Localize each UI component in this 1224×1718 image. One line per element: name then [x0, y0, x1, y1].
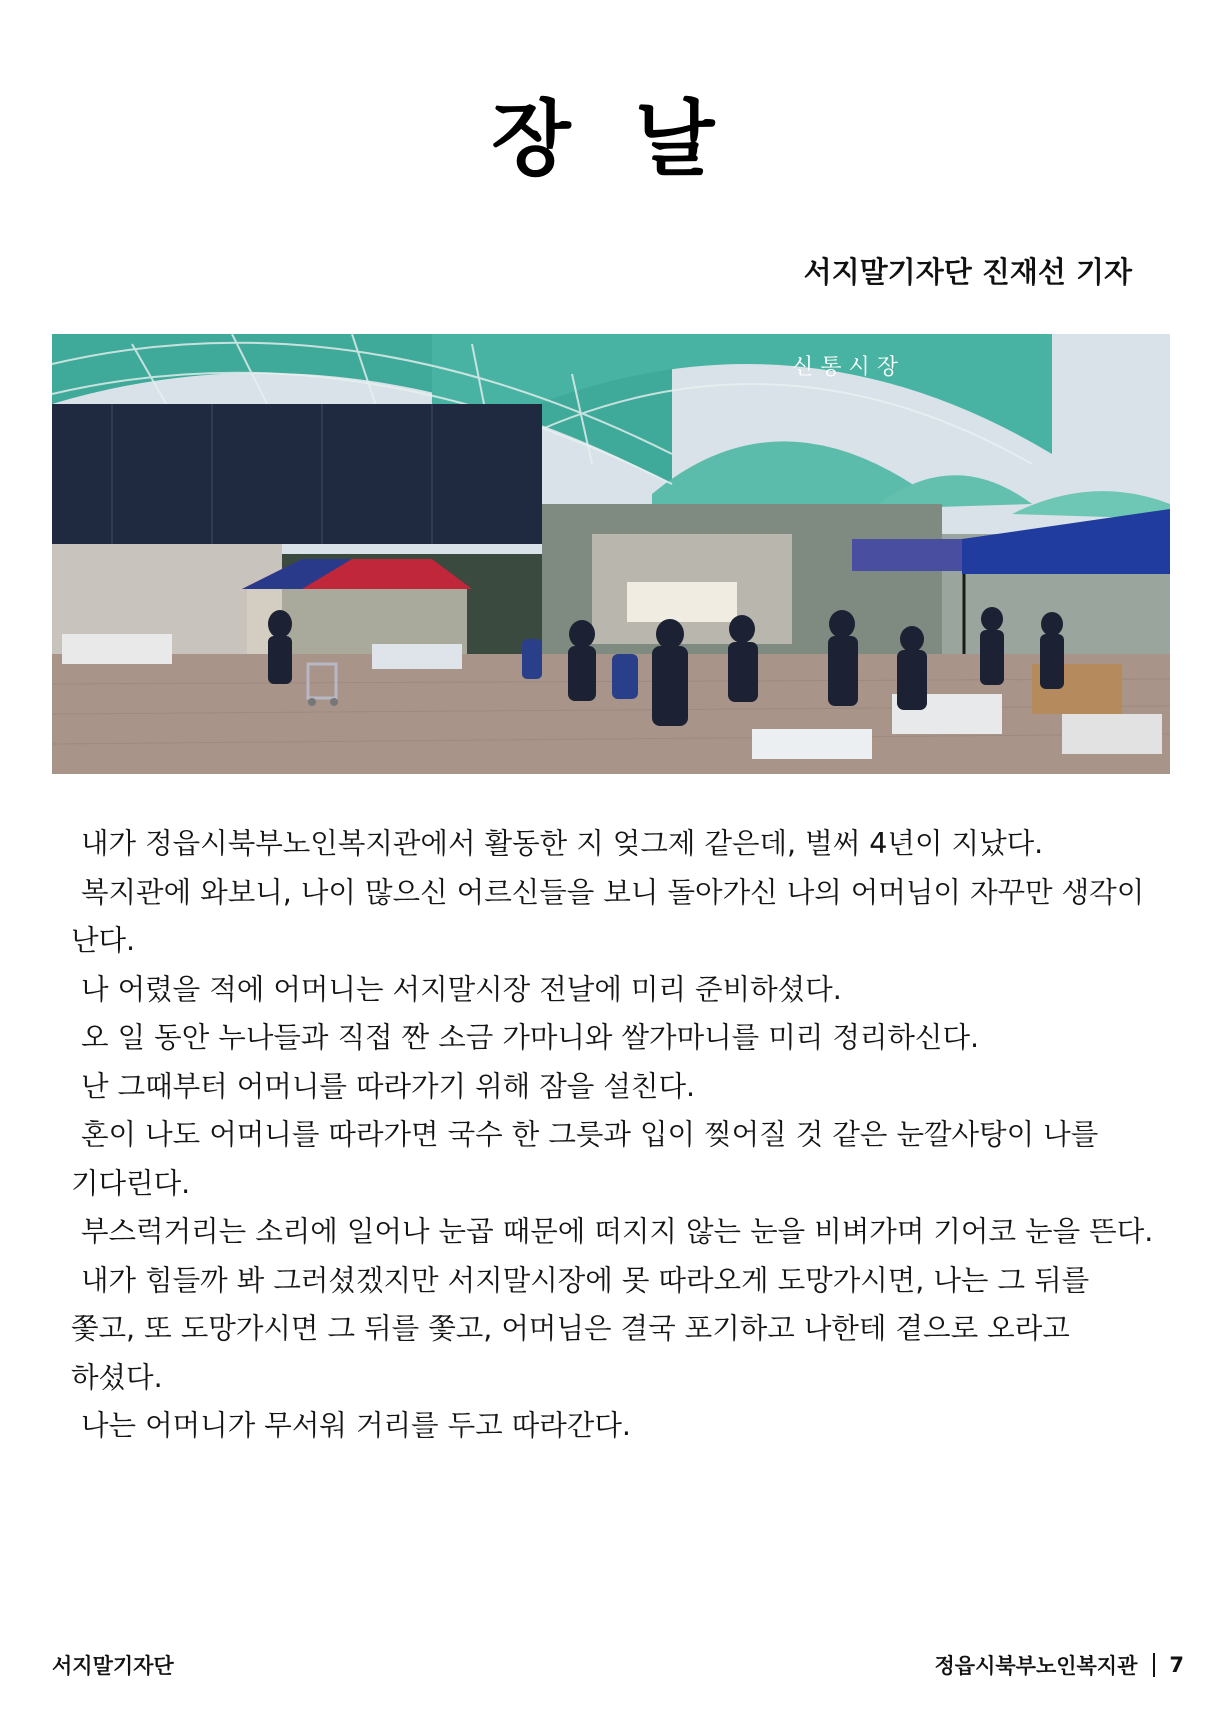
- article-body: [71, 820, 1161, 1451]
- footer-publication: 서지말기자단: [52, 1654, 174, 1678]
- paragraph: 나는 어머니가 무서워 거리를 두고 따라간다.: [81, 1409, 631, 1442]
- page-number: 7: [1169, 1653, 1184, 1677]
- paragraph: 오 일 동안 누나들과 직접 짠 소금 가마니와 쌀가마니를 미리 정리하신다.: [81, 1021, 980, 1054]
- footer-org-name: 정읍시북부노인복지관: [934, 1654, 1138, 1678]
- roof-sign: 신 통 시 장: [792, 355, 898, 380]
- article-title: 장 날: [491, 92, 733, 187]
- paragraph: 복지관에 와보니, 나이 많으신 어르신들을 보니 돌아가신 나의 어머님이 자꾸만 생각이 난다.: [71, 875, 1145, 957]
- paragraph: 난 그때부터 어머니를 따라가기 위해 잠을 설친다.: [81, 1069, 696, 1103]
- footer-organization: [935, 1650, 1184, 1680]
- paragraph: 부스럭거리는 소리에 일어나 눈곱 때문에 떠지지 않는 눈을 비벼가며 기어코 눈을 뜬다.: [81, 1215, 1154, 1248]
- footer-divider: [1153, 1653, 1155, 1677]
- paragraph: 혼이 나도 어머니를 따라가면 국수 한 그릇과 입이 찢어질 것 같은 눈깔사탕이 나를 기다린다.: [71, 1118, 1099, 1200]
- paragraph: 내가 힘들까 봐 그러셨겠지만 서지말시장에 못 따라오게 도망가시면, 나는 그 뒤를 쫓고, 또 도망가시면 그 뒤를 쫓고, 어머님은 결국 포기하고 나한테 곁으로 오라고 하셨다.: [71, 1263, 1090, 1394]
- market-photo: [52, 334, 1170, 774]
- paragraph: 내가 정읍시북부노인복지관에서 활동한 지 엊그제 같은데, 벌써 4년이 지났다.: [81, 827, 1044, 860]
- article-byline: 서지말기자단 진재선 기자: [803, 255, 1132, 289]
- paragraph: 나 어렸을 적에 어머니는 서지말시장 전날에 미리 준비하셨다.: [81, 972, 842, 1006]
